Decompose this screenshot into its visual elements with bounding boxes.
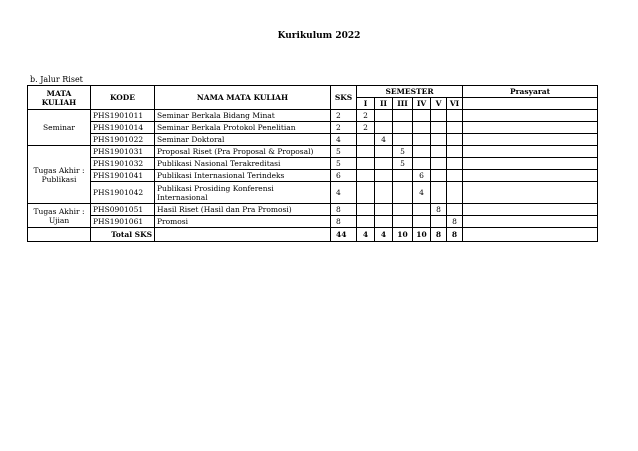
cell-nama: Publikasi Prosiding Konferensi Internasional <box>155 182 331 204</box>
cell-nama: Publikasi Internasional Terindeks <box>155 170 331 182</box>
cell-sem <box>393 122 413 134</box>
cell-sks: 2 <box>331 122 357 134</box>
cell-sem: 4 <box>375 134 393 146</box>
table-row <box>28 216 598 228</box>
cell-sem <box>375 204 393 216</box>
cell-sem <box>393 134 413 146</box>
cell-sem <box>393 204 413 216</box>
cell-sem <box>447 134 463 146</box>
cell-sem <box>431 122 447 134</box>
cell-sem: 5 <box>393 146 413 158</box>
cell-sem <box>447 146 463 158</box>
cell-nama: Hasil Riset (Hasil dan Pra Promosi) <box>155 204 331 216</box>
cell-sem: 8 <box>431 204 447 216</box>
cell-sem <box>393 110 413 122</box>
cell-sem <box>357 182 375 204</box>
cell-sks: 4 <box>331 134 357 146</box>
total-row <box>28 228 598 242</box>
cell-prasyarat <box>463 146 598 158</box>
cell-sem <box>431 158 447 170</box>
cell-sem <box>375 110 393 122</box>
cell-sem <box>431 146 447 158</box>
cell-sem <box>413 146 431 158</box>
total-sem: 4 <box>375 228 393 242</box>
cell-sks: 8 <box>331 204 357 216</box>
cell-sem <box>431 134 447 146</box>
cell-sem <box>357 170 375 182</box>
cell-prasyarat <box>463 182 598 204</box>
cell-sem <box>375 216 393 228</box>
cell-nama: Seminar Berkala Bidang Minat <box>155 110 331 122</box>
cell-nama: Promosi <box>155 216 331 228</box>
cell-kode: PHS1901031 <box>91 146 155 158</box>
cell-sem <box>413 216 431 228</box>
cell-nama: Seminar Doktoral <box>155 134 331 146</box>
total-sem: 4 <box>357 228 375 242</box>
table-row <box>28 110 598 122</box>
cell-sem: 6 <box>413 170 431 182</box>
cell-sem <box>447 204 463 216</box>
cell-sem <box>393 182 413 204</box>
cell-sks: 4 <box>331 182 357 204</box>
cell-sem: 2 <box>357 110 375 122</box>
cell-sks: 5 <box>331 146 357 158</box>
cell-sks: 5 <box>331 158 357 170</box>
total-sem: 10 <box>393 228 413 242</box>
cell-sem <box>375 146 393 158</box>
cell-sem <box>357 134 375 146</box>
cell-kode: PHS1901061 <box>91 216 155 228</box>
cell-prasyarat <box>463 204 598 216</box>
curriculum-table <box>27 85 598 242</box>
section-label: b. Jalur Riset <box>30 75 83 84</box>
table-row <box>28 170 598 182</box>
table-row <box>28 146 598 158</box>
cell-kode: PHS1901014 <box>91 122 155 134</box>
cell-sem <box>431 110 447 122</box>
cell-sem <box>447 158 463 170</box>
total-prasyarat <box>463 228 598 242</box>
header-prasyarat-blank <box>463 98 598 110</box>
cell-sem <box>375 182 393 204</box>
cell-sem: 8 <box>447 216 463 228</box>
table-row <box>28 122 598 134</box>
cell-sem: 2 <box>357 122 375 134</box>
header-sem-2: II <box>375 98 393 110</box>
cell-sks: 8 <box>331 216 357 228</box>
header-sks: SKS <box>331 86 357 110</box>
cell-sem <box>357 204 375 216</box>
cell-sks: 6 <box>331 170 357 182</box>
cell-sem <box>357 216 375 228</box>
cell-sem <box>447 182 463 204</box>
header-prasyarat: Prasyarat <box>463 86 598 98</box>
group-ujian: Tugas Akhir : Ujian <box>28 204 91 228</box>
cell-nama: Seminar Berkala Protokol Penelitian <box>155 122 331 134</box>
cell-sem <box>375 122 393 134</box>
cell-kode: PHS1901011 <box>91 110 155 122</box>
cell-kode: PHS1901042 <box>91 182 155 204</box>
total-sem: 10 <box>413 228 431 242</box>
header-mata-kuliah: MATA KULIAH <box>28 86 91 110</box>
cell-sem <box>431 170 447 182</box>
cell-prasyarat <box>463 170 598 182</box>
cell-prasyarat <box>463 158 598 170</box>
header-sem-5: V <box>431 98 447 110</box>
cell-sks: 2 <box>331 110 357 122</box>
cell-prasyarat <box>463 110 598 122</box>
cell-kode: PHS1901041 <box>91 170 155 182</box>
cell-sem <box>393 216 413 228</box>
group-seminar: Seminar <box>28 110 91 146</box>
page-title: Kurikulum 2022 <box>277 31 361 41</box>
total-label: Total SKS <box>91 228 155 242</box>
cell-sem <box>393 170 413 182</box>
cell-prasyarat <box>463 134 598 146</box>
header-kode: KODE <box>91 86 155 110</box>
total-sem: 8 <box>447 228 463 242</box>
cell-nama: Publikasi Nasional Terakreditasi <box>155 158 331 170</box>
group-publikasi: Tugas Akhir : Publikasi <box>28 146 91 204</box>
table-row <box>28 134 598 146</box>
cell-sem <box>431 182 447 204</box>
cell-nama: Proposal Riset (Pra Proposal & Proposal) <box>155 146 331 158</box>
cell-sem <box>375 158 393 170</box>
total-sks: 44 <box>331 228 357 242</box>
cell-sem: 4 <box>413 182 431 204</box>
cell-sem <box>413 134 431 146</box>
table-row <box>28 204 598 216</box>
cell-prasyarat <box>463 216 598 228</box>
header-nama: NAMA MATA KULIAH <box>155 86 331 110</box>
cell-sem <box>447 170 463 182</box>
header-semester: SEMESTER <box>357 86 463 98</box>
total-sem: 8 <box>431 228 447 242</box>
table-row <box>28 158 598 170</box>
cell-sem <box>413 204 431 216</box>
total-blank-2 <box>155 228 331 242</box>
cell-sem: 5 <box>393 158 413 170</box>
cell-kode: PHS0901051 <box>91 204 155 216</box>
cell-kode: PHS1901032 <box>91 158 155 170</box>
header-sem-4: IV <box>413 98 431 110</box>
cell-sem <box>431 216 447 228</box>
total-blank <box>28 228 91 242</box>
cell-sem <box>413 122 431 134</box>
cell-sem <box>375 170 393 182</box>
table-row <box>28 182 598 204</box>
header-sem-1: I <box>357 98 375 110</box>
header-sem-3: III <box>393 98 413 110</box>
cell-kode: PHS1901022 <box>91 134 155 146</box>
cell-sem <box>357 146 375 158</box>
cell-prasyarat <box>463 122 598 134</box>
cell-sem <box>413 110 431 122</box>
cell-sem <box>413 158 431 170</box>
cell-sem <box>357 158 375 170</box>
cell-sem <box>447 122 463 134</box>
header-sem-6: VI <box>447 98 463 110</box>
cell-sem <box>447 110 463 122</box>
